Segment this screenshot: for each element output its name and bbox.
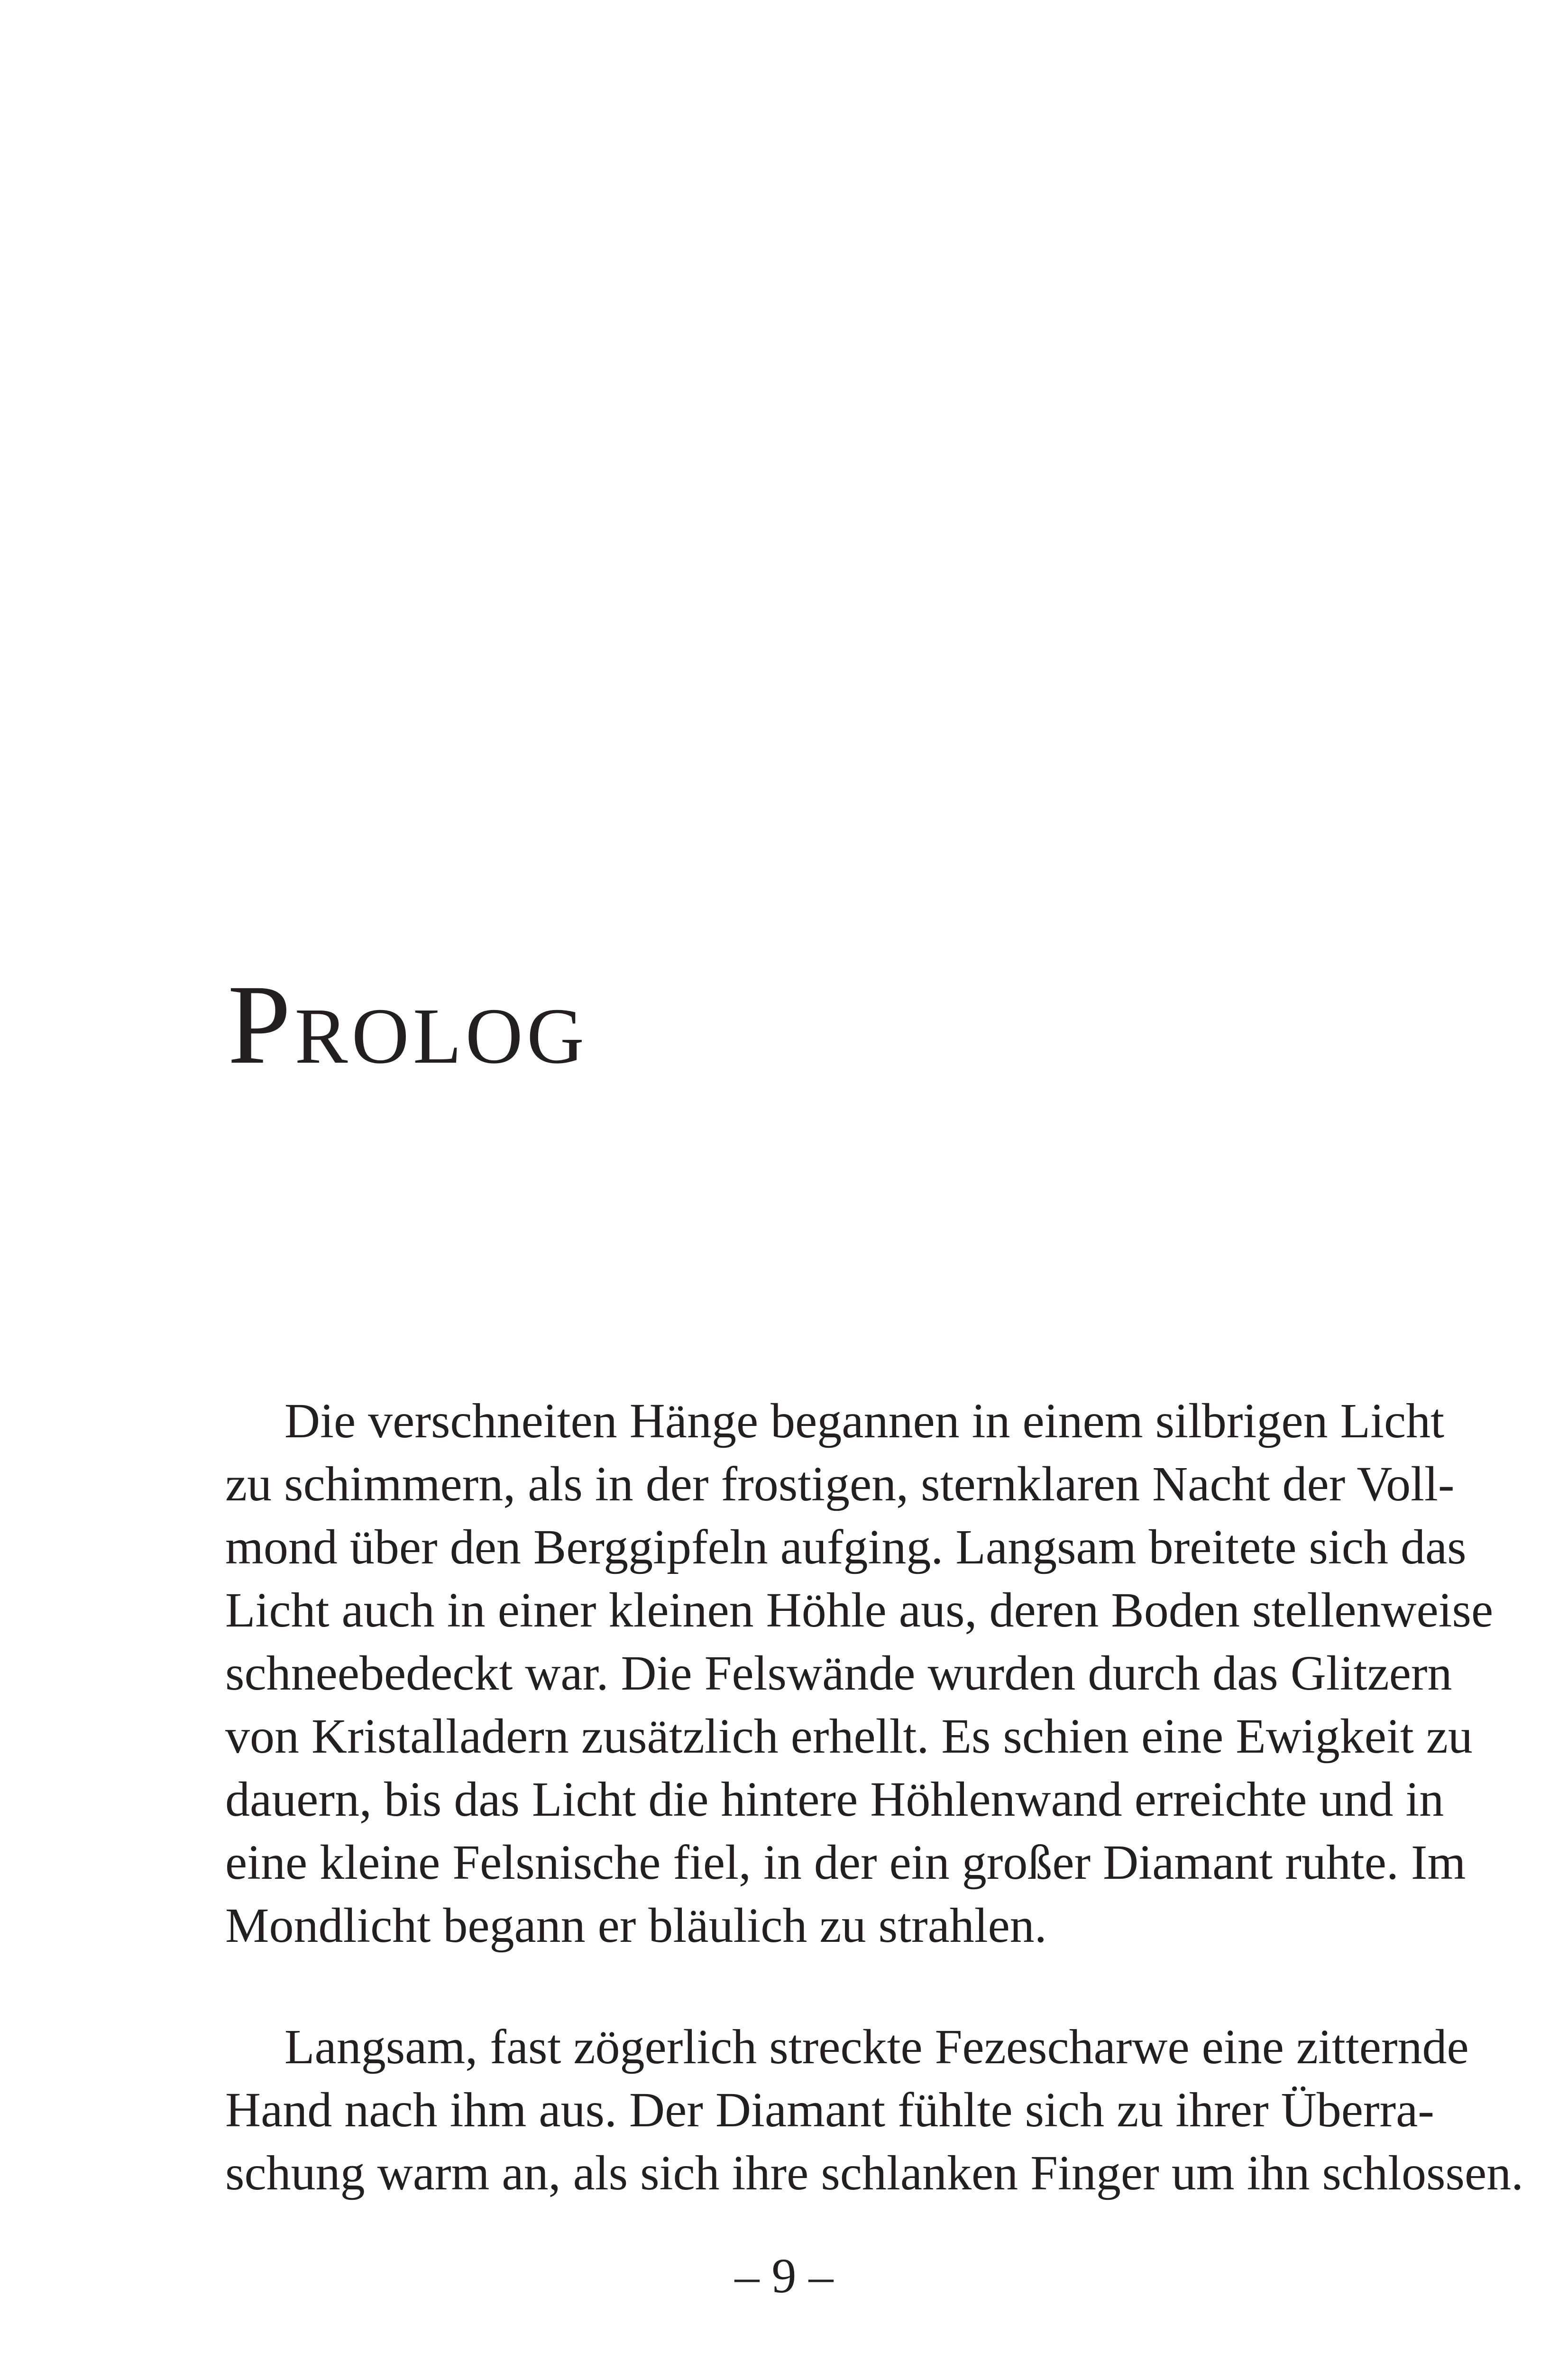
text-line: schneebedeckt war. Die Felswände wurden durch das Glitzern [225,1646,1452,1700]
text-line: eine kleine Felsnische fiel, in der ein großer Diamant ruhte. Im [225,1835,1466,1890]
page-number: – 9 – [734,2249,834,2303]
text-line: von Kristalladern zusätzlich erhellt. Es schien eine Ewigkeit zu [225,1709,1473,1764]
text-line: dauern, bis das Licht die hintere Höhlenwand erreichte und in [225,1772,1444,1827]
text-line: Hand nach ihm aus. Der Diamant fühlte sich zu ihrer Überra- [225,2083,1434,2137]
paragraph-1 [225,1389,1494,1957]
chapter-title: Prolog [228,961,588,1087]
text-line: zu schimmern, als in der frostigen, sternklaren Nacht der Voll- [225,1457,1455,1511]
text-line: mond über den Berggipfeln aufging. Langsam breitete sich das [225,1520,1467,1574]
text-line: Langsam, fast zögerlich streckte Fezescharwe eine zitternde [284,2020,1469,2074]
text-line: Die verschneiten Hänge begannen in einem silbrigen Licht [284,1394,1445,1448]
paragraph-2 [225,2015,1524,2205]
text-line: Mondlicht begann er bläulich zu strahlen. [225,1898,1047,1953]
text-line: schung warm an, als sich ihre schlanken Finger um ihn schlossen. [225,2146,1524,2200]
text-line: Licht auch in einer kleinen Höhle aus, deren Boden stellenweise [225,1583,1494,1637]
